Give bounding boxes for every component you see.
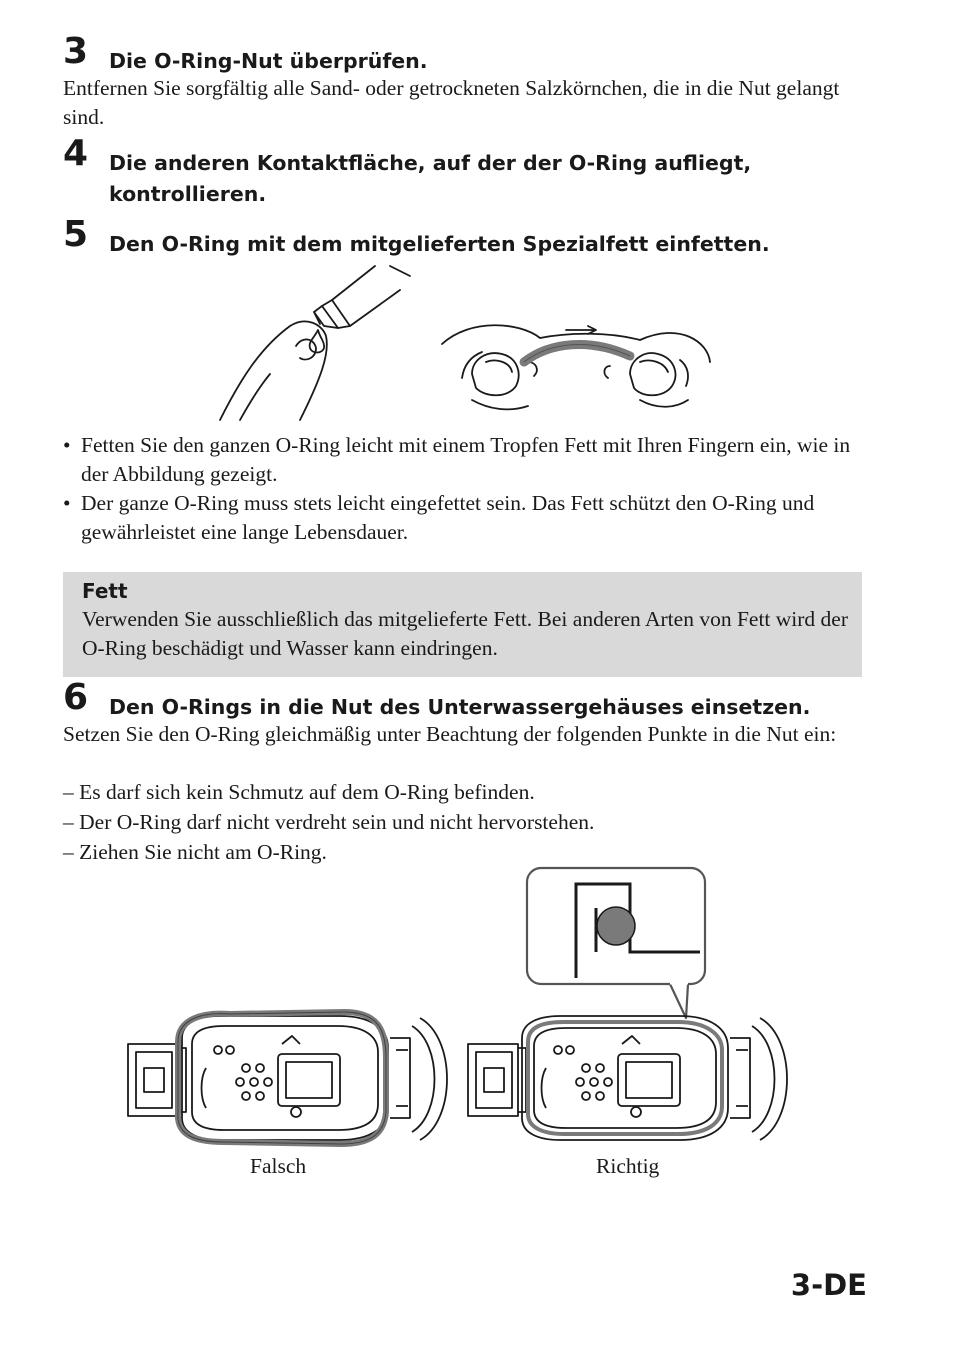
dash-item: – Ziehen Sie nicht am O-Ring.: [63, 840, 327, 864]
caption-right: Richtig: [596, 1154, 660, 1178]
grease-illustration: [210, 262, 720, 422]
step-title: Den O-Rings in die Nut des Unterwassergehäuses einsetzen.: [109, 695, 811, 719]
note-text: Verwenden Sie ausschließlich das mitgelieferte Fett. Bei anderen Arten von Fett wird der O-Ring beschädigt und Wasser kann eindringen.: [82, 607, 849, 660]
housing-right-illustration: [460, 1008, 790, 1148]
step-title: Den O-Ring mit dem mitgelieferten Spezialfett einfetten.: [109, 232, 770, 256]
step-3-text: Entfernen Sie sorgfältig alle Sand- oder getrockneten Salzkörnchen, die in die Nut gelangt sind.: [63, 76, 840, 129]
step-6-text: Setzen Sie den O-Ring gleichmäßig unter Beachtung der folgenden Punkte in die Nut ein:: [63, 722, 837, 746]
step-number: 4: [63, 133, 89, 174]
dash-item: – Der O-Ring darf nicht verdreht sein und nicht hervorstehen.: [63, 810, 595, 834]
step-number: 3: [63, 31, 89, 72]
housing-wrong-illustration: [120, 1008, 450, 1148]
note-title: Fett: [82, 579, 128, 603]
groove-detail-callout: [520, 862, 720, 1022]
note-box: [63, 572, 862, 677]
dash-item: – Es darf sich kein Schmutz auf dem O-Ring befinden.: [63, 780, 535, 804]
bullet-dot: •: [63, 433, 71, 457]
step-number: 5: [63, 214, 89, 255]
bullet-text: Fetten Sie den ganzen O-Ring leicht mit einem Tropfen Fett mit Ihren Fingern ein, wie in der Abbildung gezeigt.: [81, 433, 851, 486]
page-number: 3-DE: [790, 1268, 867, 1302]
step-title: Die O-Ring-Nut überprüfen.: [109, 49, 428, 73]
step-title: Die anderen Kontaktfläche, auf der der O-Ring aufliegt, kontrollieren.: [109, 151, 752, 206]
caption-wrong: Falsch: [250, 1154, 307, 1178]
bullet-text: Der ganze O-Ring muss stets leicht eingefettet sein. Das Fett schützt den O-Ring und gewährleistet eine lange Lebensdauer.: [81, 491, 815, 544]
step-number: 6: [63, 677, 89, 718]
bullet-dot: •: [63, 491, 71, 515]
